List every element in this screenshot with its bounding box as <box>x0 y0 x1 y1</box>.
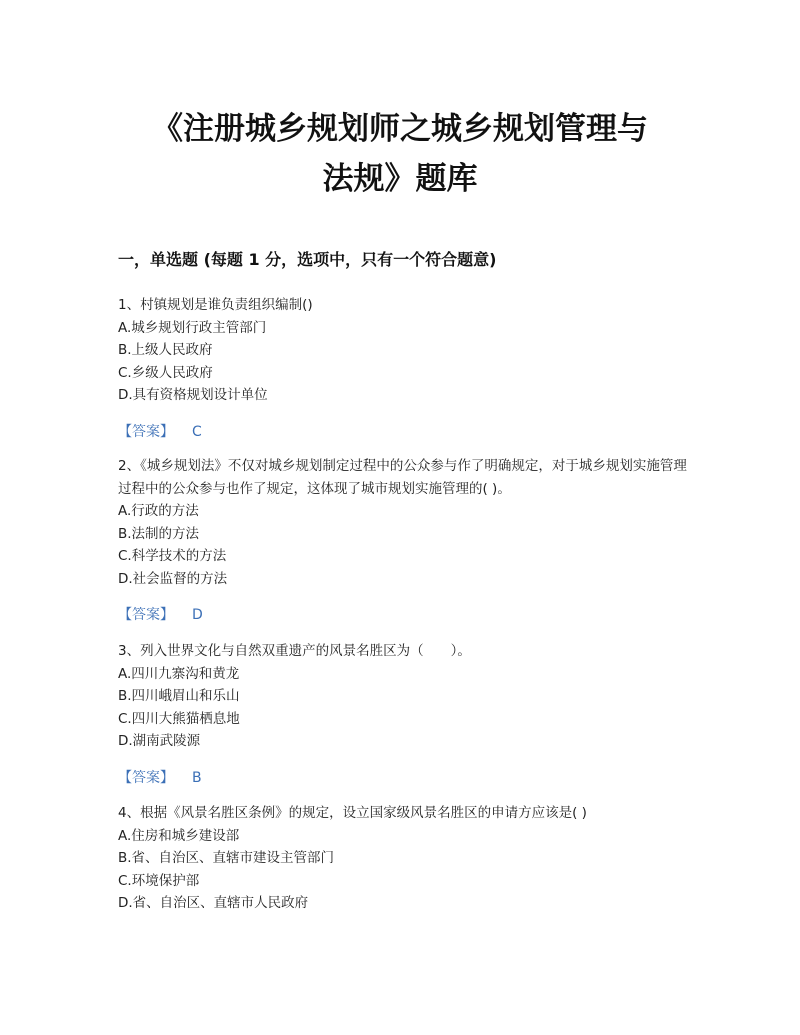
answer-line <box>118 767 688 787</box>
question-stem: 4、根据《风景名胜区条例》的规定，设立国家级风景名胜区的申请方应该是( ) <box>118 805 587 821</box>
answer-line <box>118 604 688 624</box>
title-line-1: 《注册城乡规划师之城乡规划管理与 <box>152 111 648 147</box>
question-3 <box>118 640 688 787</box>
option-a: A.行政的方法 <box>118 503 199 519</box>
title-line-2: 法规》题库 <box>322 161 478 197</box>
answer-value: D <box>192 607 203 623</box>
option-d: D.具有资格规划设计单位 <box>118 387 268 403</box>
option-c: C.环境保护部 <box>118 872 200 889</box>
option-c: C.科学技术的方法 <box>118 548 227 564</box>
option-b: B.法制的方法 <box>118 525 200 542</box>
option-b: B.省、自治区、直辖市建设主管部门 <box>118 850 335 866</box>
section-heading: 一，单选题 (每题 1 分，选项中，只有一个符合题意) <box>118 250 497 269</box>
option-d: D.省、自治区、直辖市人民政府 <box>118 895 309 911</box>
option-a: A.城乡规划行政主管部门 <box>118 319 267 336</box>
option-a: A.住房和城乡建设部 <box>118 827 240 844</box>
option-d: D.社会监督的方法 <box>118 570 228 587</box>
option-c: C.四川大熊猫栖息地 <box>118 710 240 727</box>
option-d: D.湖南武陵源 <box>118 733 201 749</box>
option-c: C.乡级人民政府 <box>118 364 213 381</box>
document-title <box>100 104 700 204</box>
option-b: B.四川峨眉山和乐山 <box>118 688 240 704</box>
question-2 <box>118 455 688 624</box>
question-stem: 2、《城乡规划法》不仅对城乡规划制定过程中的公众参与作了明确规定，对于城乡规划实施管理过程中的公众参与也作了规定，这体现了城市规划实施管理的( )。 <box>118 458 687 497</box>
answer-line <box>118 421 688 441</box>
question-1 <box>118 294 688 441</box>
answer-label: 【答案】 <box>118 423 174 440</box>
option-b: B.上级人民政府 <box>118 342 213 358</box>
answer-label: 【答案】 <box>118 607 174 623</box>
question-4 <box>118 802 688 915</box>
answer-value: B <box>192 769 202 786</box>
answer-value: C <box>192 423 202 440</box>
question-stem: 3、列入世界文化与自然双重遗产的风景名胜区为（ ）。 <box>118 643 471 659</box>
option-a: A.四川九寨沟和黄龙 <box>118 665 240 682</box>
answer-label: 【答案】 <box>118 769 174 786</box>
question-stem: 1、村镇规划是谁负责组织编制() <box>118 297 313 313</box>
